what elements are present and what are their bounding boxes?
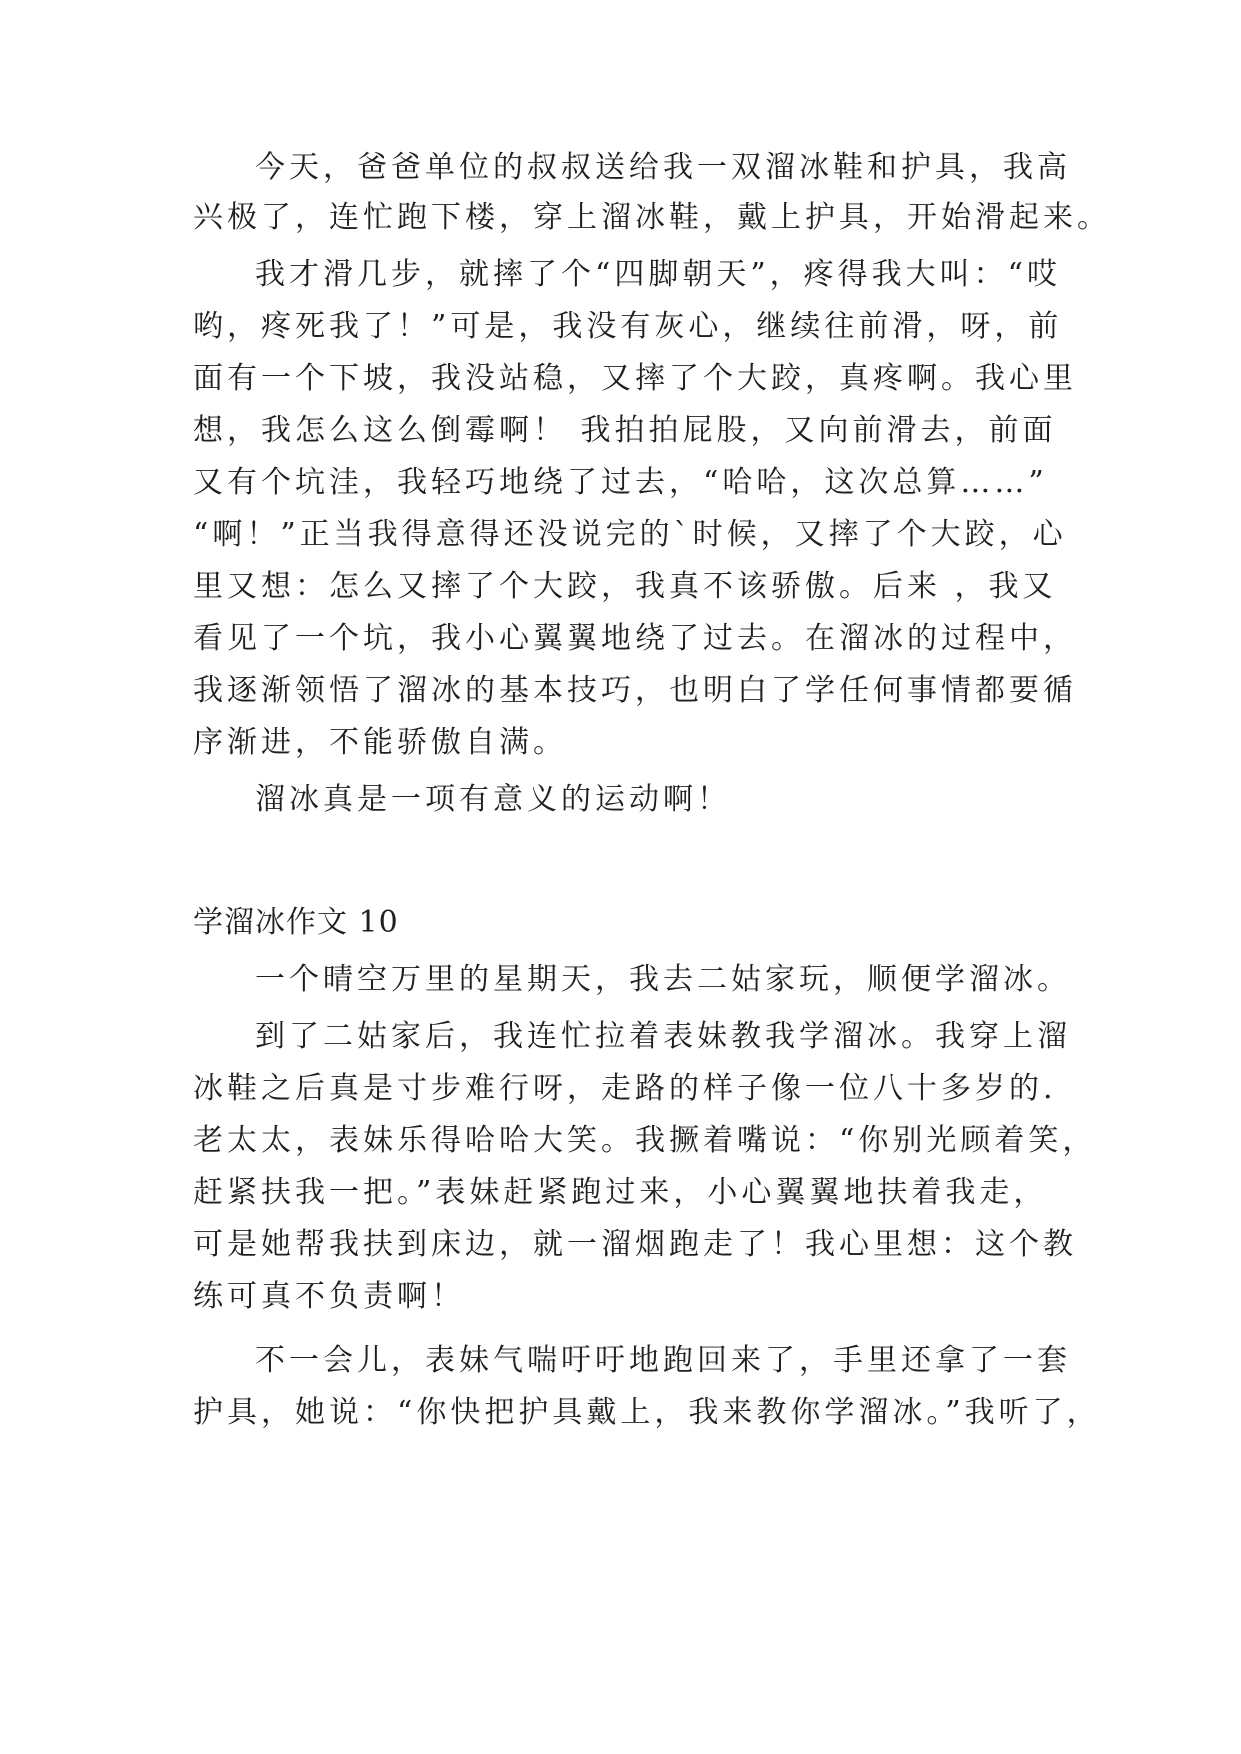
paragraph-line: 看见了一个坑，我小心翼翼地绕了过去。在溜冰的过程中， (193, 621, 1077, 656)
paragraph-line: 哟，疼死我了！”可是，我没有灰心，继续往前滑，呀，前 (193, 309, 1063, 344)
paragraph-line: 冰鞋之后真是寸步难行呀，走路的样子像一位八十多岁的. (193, 1071, 1057, 1106)
paragraph-line: 我逐渐领悟了溜冰的基本技巧，也明白了学任何事情都要循 (193, 673, 1077, 708)
paragraph-line: 一个晴空万里的星期天，我去二姑家玩，顺便学溜冰。 (255, 962, 1071, 997)
paragraph-line: 护具，她说：“你快把护具戴上，我来教你学溜冰。”我听了， (193, 1395, 1101, 1430)
section-title: 学溜冰作文 10 (193, 905, 399, 940)
paragraph-line: 溜冰真是一项有意义的运动啊！ (255, 782, 731, 817)
paragraph-line: 里又想：怎么又摔了个大跤，我真不该骄傲。后来 ，我又 (193, 569, 1057, 604)
paragraph-line: 老太太，表妹乐得哈哈大笑。我撅着嘴说：“你别光顾着笑， (193, 1123, 1097, 1158)
paragraph-line: 面有一个下坡，我没站稳，又摔了个大跤，真疼啊。我心里 (193, 361, 1077, 396)
paragraph-line: 到了二姑家后，我连忙拉着表妹教我学溜冰。我穿上溜 (255, 1019, 1071, 1054)
paragraph-line: 想，我怎么这么倒霉啊！ 我拍拍屁股，又向前滑去，前面 (193, 413, 1057, 448)
paragraph-line: 序渐进，不能骄傲自满。 (193, 725, 567, 760)
paragraph-line: 可是她帮我扶到床边，就一溜烟跑走了！我心里想：这个教 (193, 1227, 1077, 1262)
paragraph-line: 今天，爸爸单位的叔叔送给我一双溜冰鞋和护具，我高 (255, 150, 1071, 185)
paragraph-line: 赶紧扶我一把。”表妹赶紧跑过来，小心翼翼地扶着我走， (193, 1175, 1048, 1210)
paragraph-line: 又有个坑洼，我轻巧地绕了过去，“哈哈，这次总算……” (193, 465, 1048, 500)
paragraph-line: 兴极了，连忙跑下楼，穿上溜冰鞋，戴上护具，开始滑起来。 (193, 200, 1111, 235)
paragraph-line: “啊！”正当我得意得还没说完的`时候，又摔了个大跤，心 (193, 517, 1067, 552)
paragraph-line: 我才滑几步，就摔了个“四脚朝天”，疼得我大叫：“哎 (255, 257, 1062, 292)
paragraph-line: 不一会儿，表妹气喘吁吁地跑回来了，手里还拿了一套 (255, 1343, 1071, 1378)
paragraph-line: 练可真不负责啊！ (193, 1279, 465, 1314)
